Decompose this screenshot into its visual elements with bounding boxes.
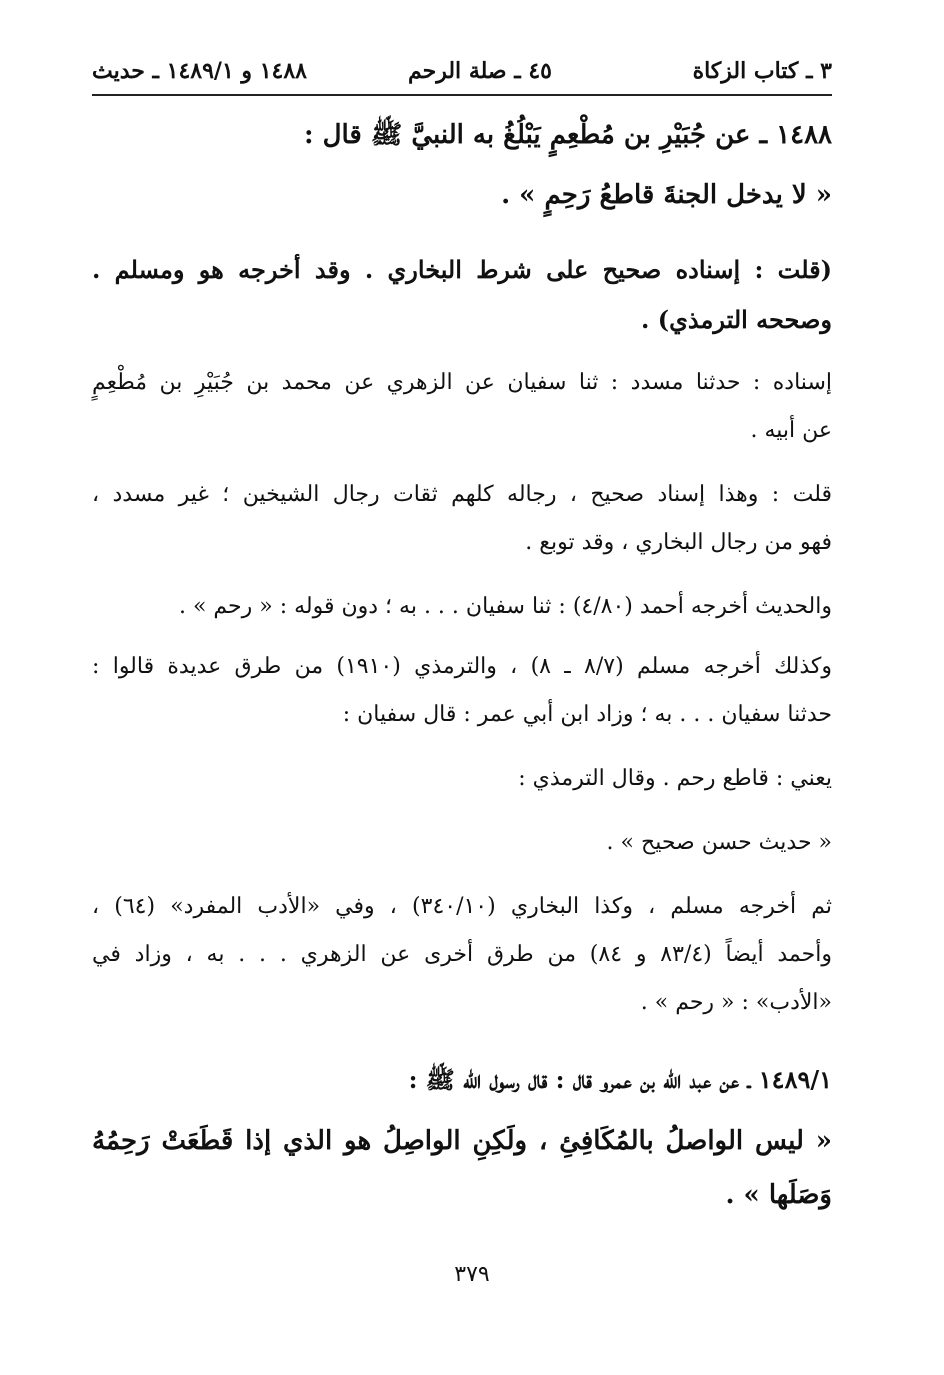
isnad-line-2: عن أبيه .: [750, 418, 832, 443]
isnad-line-1: إسناده : حدثنا مسدد : ثنا سفيان عن الزهري عن محمد بن جُبَيْرِ بن مُطْعِمٍ: [92, 370, 832, 395]
hadith-1489-intro: ١٤٨٩/١ ـ عن عبد الله بن عمرو قال : قال رسول الله ﷺ :: [408, 1065, 832, 1094]
hadith-1489-text-line-1: « ليس الواصلُ بالمُكَافِئِ ، ولَكِنِ الواصِلُ هو الذي إذا قَطَعَتْ رَحِمُهُ: [92, 1126, 832, 1156]
note-line-2: فهو من رجال البخاري ، وقد توبع .: [525, 530, 832, 555]
header-chapter: ٣ ـ كتاب الزكاة: [692, 58, 832, 84]
bukhari-line-2: وأحمد أيضاً (٨٣/٤ و ٨٤) من طرق أخرى عن الزهري . . . به ، وزاد في: [92, 942, 832, 967]
header-hadith-range: ١٤٨٨ و ١٤٨٩/١ ـ حديث: [92, 58, 307, 84]
bukhari-line-1: ثم أخرجه مسلم ، وكذا البخاري (٣٤٠/١٠) ، وفي «الأدب المفرد» (٦٤) ،: [92, 894, 832, 919]
yani-line: يعني : قاطع رحم . وقال الترمذي :: [518, 766, 832, 791]
note-line-1: قلت : وهذا إسناد صحيح ، رجاله كلهم ثقات رجال الشيخين ؛ غير مسدد ،: [92, 482, 832, 507]
takhrij-ahmad: والحديث أخرجه أحمد (٤/٨٠) : ثنا سفيان . . . به ؛ دون قوله : « رحم » .: [178, 594, 832, 619]
grade-line-2: وصححه الترمذي) .: [641, 305, 832, 334]
running-header: [92, 58, 832, 96]
bukhari-line-3: «الأدب» : « رحم » .: [640, 990, 832, 1015]
takhrij-muslim-line-2: حدثنا سفيان . . . به ؛ وزاد ابن أبي عمر : قال سفيان :: [342, 702, 832, 727]
tirmidhi-grade: « حديث حسن صحيح » .: [606, 830, 832, 855]
grade-line-1: (قلت : إسناده صحيح على شرط البخاري . وقد أخرجه هو ومسلم .: [92, 255, 832, 284]
hadith-1488-text: « لا يدخل الجنةَ قاطعُ رَحِمٍ » .: [501, 180, 832, 210]
hadith-1488-intro: ١٤٨٨ ـ عن جُبَيْرِ بن مُطْعِمٍ يَبْلُغُ به النبيَّ ﷺ قال :: [303, 120, 832, 150]
takhrij-muslim-line-1: وكذلك أخرجه مسلم (٨/٧ ـ ٨) ، والترمذي (١٩١٠) من طرق عديدة قالوا :: [92, 654, 833, 679]
header-section: ٤٥ ـ صلة الرحم: [407, 58, 552, 84]
page-number: ٣٧٩: [454, 1262, 490, 1287]
hadith-1489-text-line-2: وَصَلَها » .: [725, 1180, 832, 1210]
